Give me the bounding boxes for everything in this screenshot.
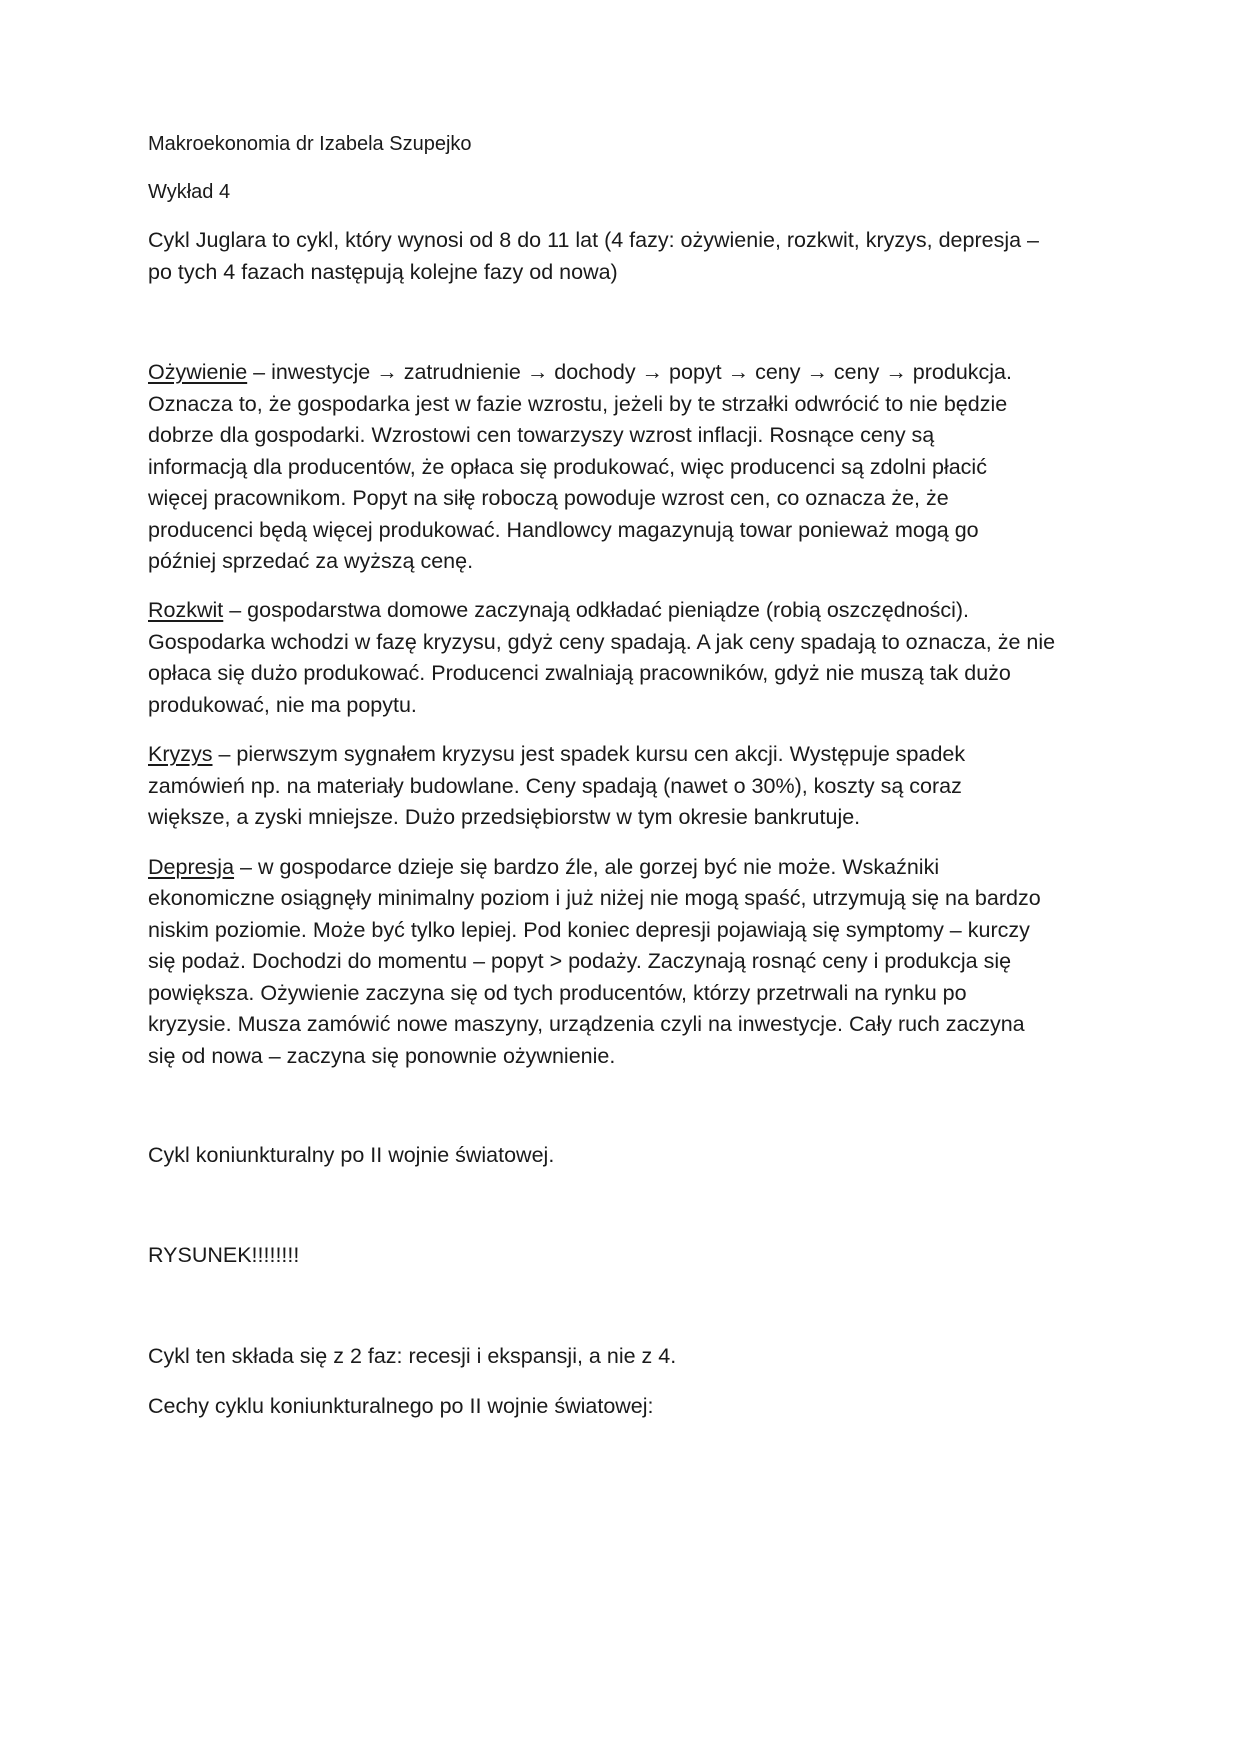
phase-text-line: opłaca się dużo produkować. Producenci zwalniają pracowników, gdyż nie muszą tak dużo (148, 661, 1011, 685)
intro-line-1: Cykl Juglara to cykl, który wynosi od 8 do 11 lat (4 fazy: ożywienie, rozkwit, kryzys, depresja – (148, 228, 1040, 252)
phase-depresja-line-1 (148, 850, 939, 885)
phase-text-line: później sprzedać za wyższą cenę. (148, 549, 474, 573)
features-heading: Cechy cyklu koniunkturalnego po II wojnie światowej: (148, 1394, 654, 1418)
phase-text-line: się od nowa – zaczyna się ponownie ożywnienie. (148, 1044, 616, 1068)
intro-line-2: po tych 4 fazach następują kolejne fazy od nowa) (148, 260, 618, 284)
phase-text-line: więcej pracownikom. Popyt na siłę roboczą powoduje wzrost cen, co oznacza że, że (148, 486, 949, 510)
phase-term: Ożywienie (148, 360, 248, 384)
phase-kryzys-line-1 (148, 737, 965, 772)
phase-term: Kryzys (148, 742, 213, 766)
phase-text: – w gospodarce dzieje się bardzo źle, ale gorzej być nie może. Wskaźniki (234, 855, 940, 879)
post-war-heading: Cykl koniunkturalny po II wojnie światowej. (148, 1143, 555, 1167)
course-title: Makroekonomia dr Izabela Szupejko (148, 133, 472, 155)
phase-text-line: informacją dla producentów, że opłaca się produkować, więc producenci są zdolni płacić (148, 455, 987, 479)
phase-text-line: dobrze dla gospodarki. Wzrostowi cen towarzyszy wzrost inflacji. Rosnące ceny są (148, 423, 935, 447)
figure-placeholder-note: RYSUNEK!!!!!!!! (148, 1243, 300, 1267)
phase-text-line: ekonomiczne osiągnęły minimalny poziom i już niżej nie mogą spaść, utrzymują się na bardzo (148, 886, 1041, 910)
phase-text: – inwestycje → zatrudnienie → dochody → popyt → ceny → ceny → produkcja. (247, 360, 1012, 384)
phase-rozkwit-line-1 (148, 593, 969, 628)
phase-text-line: producenci będą więcej produkować. Handlowcy magazynują towar ponieważ mogą go (148, 518, 979, 542)
phase-text-line: większe, a zyski mniejsze. Dużo przedsiębiorstw w tym okresie bankrutuje. (148, 805, 861, 829)
two-phases-line: Cykl ten składa się z 2 faz: recesji i ekspansji, a nie z 4. (148, 1344, 677, 1368)
phase-term: Depresja (148, 855, 235, 879)
phase-text-line: niskim poziomie. Może być tylko lepiej. Pod koniec depresji pojawiają się symptomy – kurczy (148, 918, 1030, 942)
lecture-number: Wykład 4 (148, 181, 231, 203)
phase-text-line: Oznacza to, że gospodarka jest w fazie wzrostu, jeżeli by te strzałki odwrócić to nie będzie (148, 392, 1008, 416)
phase-term: Rozkwit (148, 598, 224, 622)
phase-text-line: powiększa. Ożywienie zaczyna się od tych producentów, którzy przetrwali na rynku po (148, 981, 967, 1005)
phase-text-line: się podaż. Dochodzi do momentu – popyt > podaży. Zaczynają rosnąć ceny i produkcja się (148, 949, 1012, 973)
phase-ozywienie-line-1 (148, 355, 1012, 390)
phase-text: – pierwszym sygnałem kryzysu jest spadek kursu cen akcji. Występuje spadek (212, 742, 966, 766)
phase-text-line: Gospodarka wchodzi w fazę kryzysu, gdyż ceny spadają. A jak ceny spadają to oznacza, że nie (148, 630, 1056, 654)
phase-text-line: zamówień np. na materiały budowlane. Ceny spadają (nawet o 30%), koszty są coraz (148, 774, 962, 798)
phase-text-line: kryzysie. Musza zamówić nowe maszyny, urządzenia czyli na inwestycje. Cały ruch zaczyna (148, 1012, 1025, 1036)
phase-text: – gospodarstwa domowe zaczynają odkładać pieniądze (robią oszczędności). (223, 598, 970, 622)
phase-text-line: produkować, nie ma popytu. (148, 693, 417, 717)
